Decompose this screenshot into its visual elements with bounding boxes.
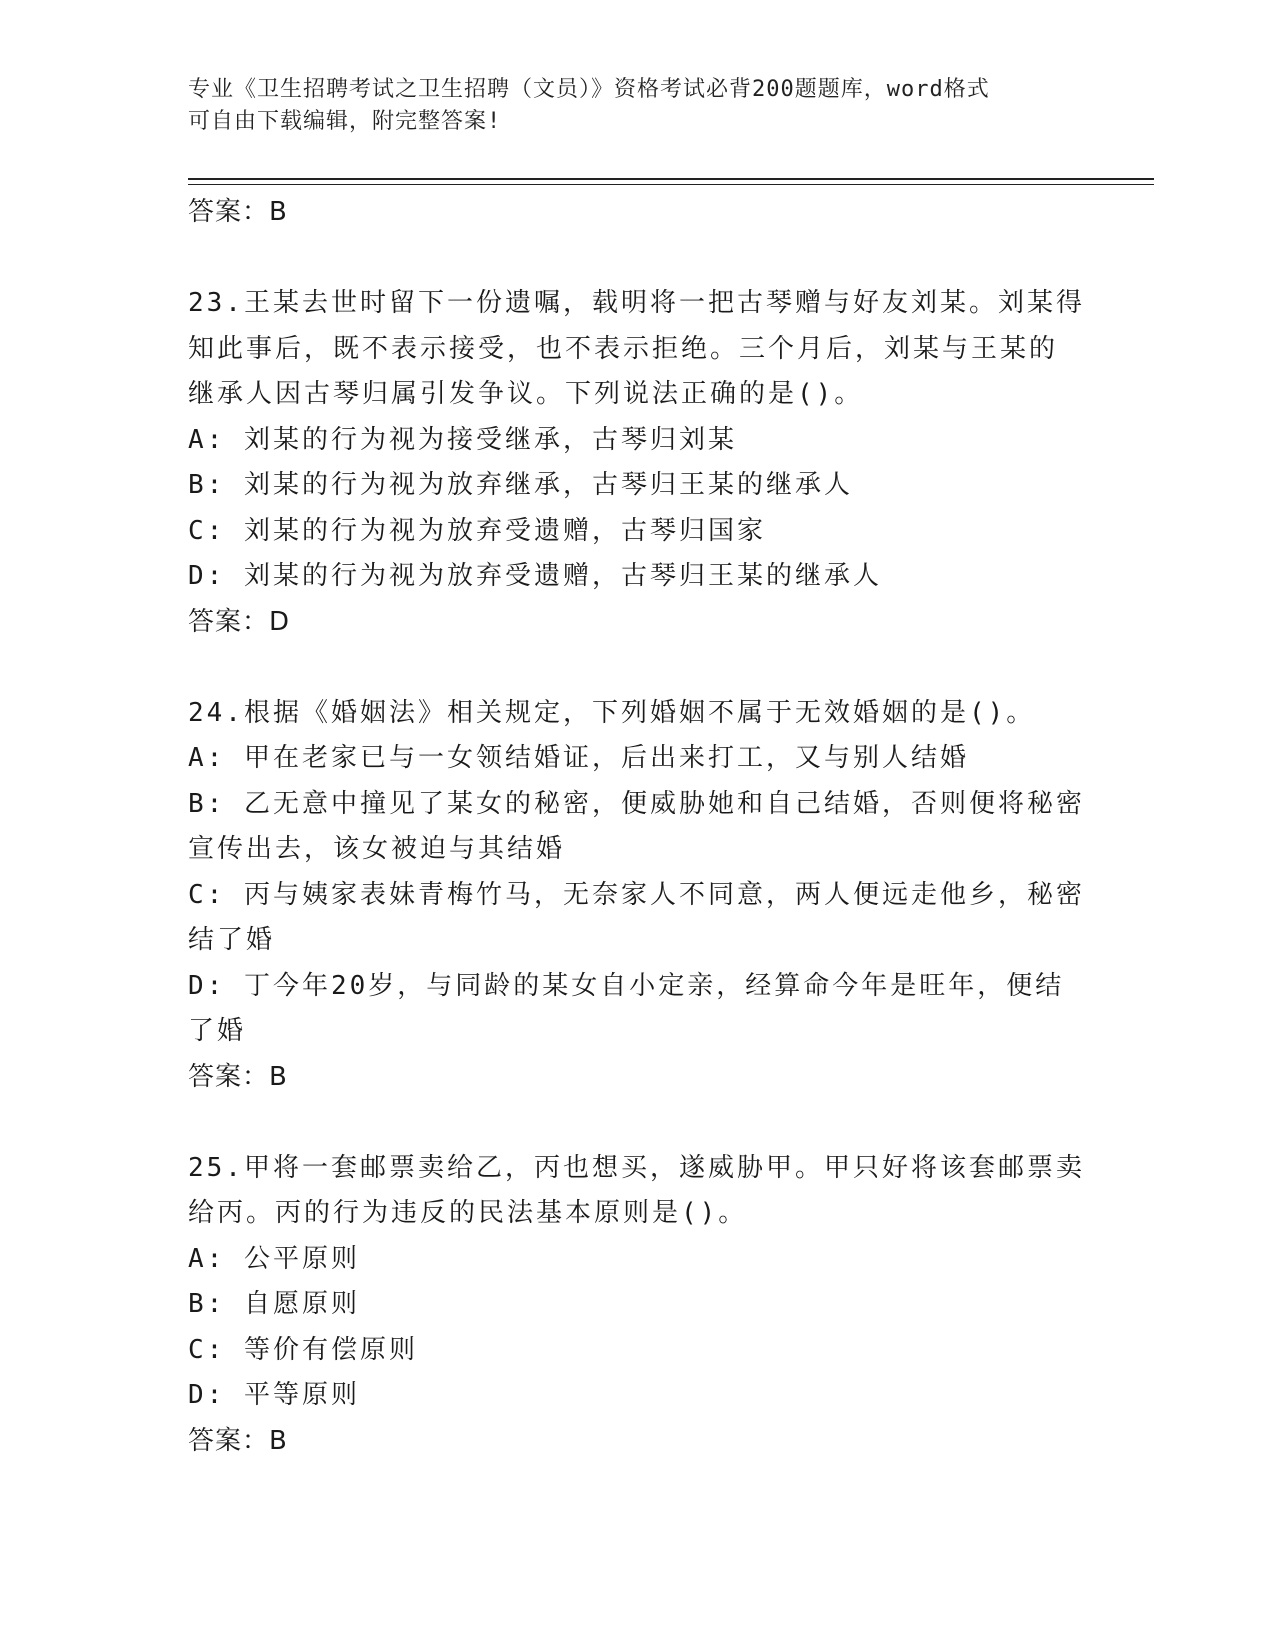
question-stem-line: 23.王某去世时留下一份遗嘱，载明将一把古琴赠与好友刘某。刘某得 [188, 288, 1085, 318]
option-a: A: 公平原则 [188, 1243, 360, 1274]
spacer [188, 236, 1088, 282]
document-header [188, 74, 1068, 138]
answer: 答案：D [188, 606, 291, 637]
question-24 [188, 691, 1088, 1101]
option-b: B: 乙无意中撞见了某女的秘密，便威胁她和自己结婚，否则便将秘密 [188, 788, 1085, 819]
option-d: D: 丁今年20岁，与同龄的某女自小定亲，经算命今年是旺年，便结 [188, 970, 1065, 1001]
header-rule-thin [188, 184, 1154, 185]
header-rule-thick [188, 178, 1154, 180]
option-d: D: 刘某的行为视为放弃受遗赠，古琴归王某的继承人 [188, 561, 882, 591]
question-stem-line: 知此事后，既不表示接受，也不表示拒绝。三个月后，刘某与王某的 [188, 333, 1059, 364]
option-b: B: 自愿原则 [188, 1289, 360, 1319]
option-a: A: 刘某的行为视为接受继承，古琴归刘某 [188, 424, 737, 455]
document-body [188, 190, 1088, 1464]
option-d-continued: 了婚 [188, 1016, 247, 1046]
question-stem-line: 25.甲将一套邮票卖给乙，丙也想买，遂威胁甲。甲只好将该套邮票卖 [188, 1152, 1085, 1183]
option-c: C: 丙与姨家表妹青梅竹马，无奈家人不同意，两人便远走他乡，秘密 [188, 879, 1085, 910]
question-stem-line: 继承人因古琴归属引发争议。下列说法正确的是()。 [188, 379, 864, 409]
question-23 [188, 281, 1088, 645]
option-c-continued: 结了婚 [188, 925, 276, 955]
header-line-1: 专业《卫生招聘考试之卫生招聘（文员）》资格考试必背200题题库，word格式 [188, 77, 990, 102]
spacer [188, 1100, 1088, 1146]
option-d: D: 平等原则 [188, 1380, 360, 1410]
answer: 答案：B [188, 1425, 288, 1456]
previous-answer: 答案：B [188, 197, 288, 227]
question-stem-line: 给丙。丙的行为违反的民法基本原则是()。 [188, 1198, 748, 1228]
question-stem-line: 24.根据《婚姻法》相关规定，下列婚姻不属于无效婚姻的是()。 [188, 697, 1036, 728]
option-c: C: 等价有偿原则 [188, 1334, 418, 1365]
option-a: A: 甲在老家已与一女领结婚证，后出来打工，又与别人结婚 [188, 743, 969, 773]
question-25 [188, 1146, 1088, 1465]
option-c: C: 刘某的行为视为放弃受遗赠，古琴归国家 [188, 515, 766, 546]
header-line-2: 可自由下载编辑，附完整答案! [188, 109, 502, 134]
option-b-continued: 宣传出去，该女被迫与其结婚 [188, 834, 566, 864]
spacer [188, 645, 1088, 691]
answer: 答案：B [188, 1061, 288, 1092]
option-b: B: 刘某的行为视为放弃继承，古琴归王某的继承人 [188, 470, 853, 500]
